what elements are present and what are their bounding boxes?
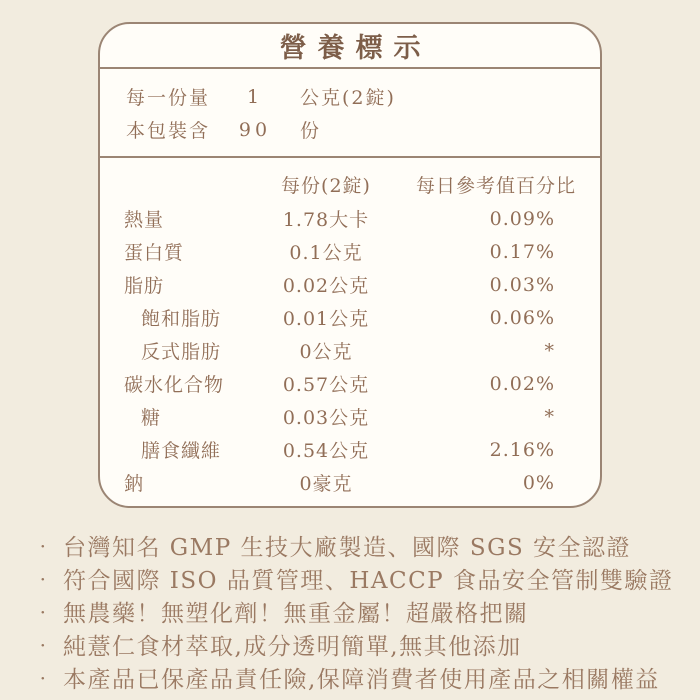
serving-size-row [100,80,600,113]
product-claim-item [30,628,695,661]
servings-per-package-row [100,113,600,146]
nutrition-table [100,158,600,499]
product-claim-item [30,529,695,562]
per-serving-column-header: 每份(2錠) [281,175,371,197]
nutrition-card-title: 營養標示 [100,24,600,69]
nutrient-row [124,334,555,367]
nutrient-daily-value: 0.02% [489,372,555,395]
nutrient-daily-value: 0.06% [489,306,555,329]
product-claim-text: 無農藥！無塑化劑！無重金屬！超嚴格把關 [63,601,529,627]
product-claim-item [30,595,695,628]
nutrient-amount: 0豪克 [299,473,353,495]
nutrient-row [124,433,555,466]
product-claim-item [30,562,695,595]
serving-size-label: 每一份量 [126,87,211,109]
nutrient-row [124,235,555,268]
nutrient-row [124,466,555,499]
product-claim-text: 台灣知名 GMP 生技大廠製造、國際 SGS 安全認證 [63,535,632,561]
product-claim-text: 符合國際 ISO 品質管理、HACCP 食品安全管制雙驗證 [63,568,674,594]
nutrient-daily-value: 2.16% [489,438,555,461]
product-claims-list [30,529,695,694]
daily-value-column-header: 每日參考值百分比 [416,175,577,197]
nutrient-label: 熱量 [124,209,165,231]
serving-size-value: 1 [246,85,264,108]
nutrient-label: 碳水化合物 [124,374,225,396]
nutrient-label: 膳食纖維 [141,440,222,462]
nutrient-amount: 0.03公克 [282,407,370,429]
product-claim-text: 本產品已保產品責任險,保障消費者使用產品之相關權益 [63,667,660,693]
nutrient-label: 糖 [141,407,162,429]
serving-info-section [100,69,600,158]
servings-per-package-label: 本包裝含 [126,120,211,142]
nutrient-daily-value: 0.03% [489,273,555,296]
nutrition-facts-card [98,22,602,508]
nutrient-daily-value: * [544,339,555,362]
servings-per-package-value: 90 [238,118,272,141]
nutrient-row [124,400,555,433]
nutrient-label: 反式脂肪 [141,341,222,363]
nutrient-daily-value: 0.17% [489,240,555,263]
nutrient-daily-value: 0.09% [489,207,555,230]
nutrient-daily-value: * [544,405,555,428]
nutrient-row [124,301,555,334]
bullet-dot-icon: · [39,632,48,657]
nutrient-daily-value: 0% [522,471,555,494]
servings-per-package-unit: 份 [300,120,322,142]
bullet-dot-icon: · [39,533,48,558]
nutrient-amount: 0.1公克 [289,242,363,264]
nutrient-amount: 0公克 [299,341,353,363]
product-claim-item [30,661,695,694]
nutrient-row [124,367,555,400]
nutrient-amount: 0.02公克 [282,275,370,297]
nutrient-label: 脂肪 [124,275,165,297]
nutrition-table-header-row [124,163,577,202]
nutrient-label: 飽和脂肪 [141,308,222,330]
nutrient-label: 鈉 [124,473,145,495]
bullet-dot-icon: · [39,665,48,690]
nutrient-amount: 0.57公克 [282,374,370,396]
bullet-dot-icon: · [39,599,48,624]
serving-size-unit: 公克(2錠) [300,87,396,109]
bullet-dot-icon: · [39,566,48,591]
nutrient-amount: 0.54公克 [282,440,370,462]
nutrient-row [124,202,555,235]
product-claim-text: 純薏仁食材萃取,成分透明簡單,無其他添加 [63,634,522,660]
nutrient-amount: 0.01公克 [282,308,370,330]
nutrient-amount: 1.78大卡 [282,209,370,231]
nutrient-row [124,268,555,301]
nutrient-label: 蛋白質 [124,242,185,264]
